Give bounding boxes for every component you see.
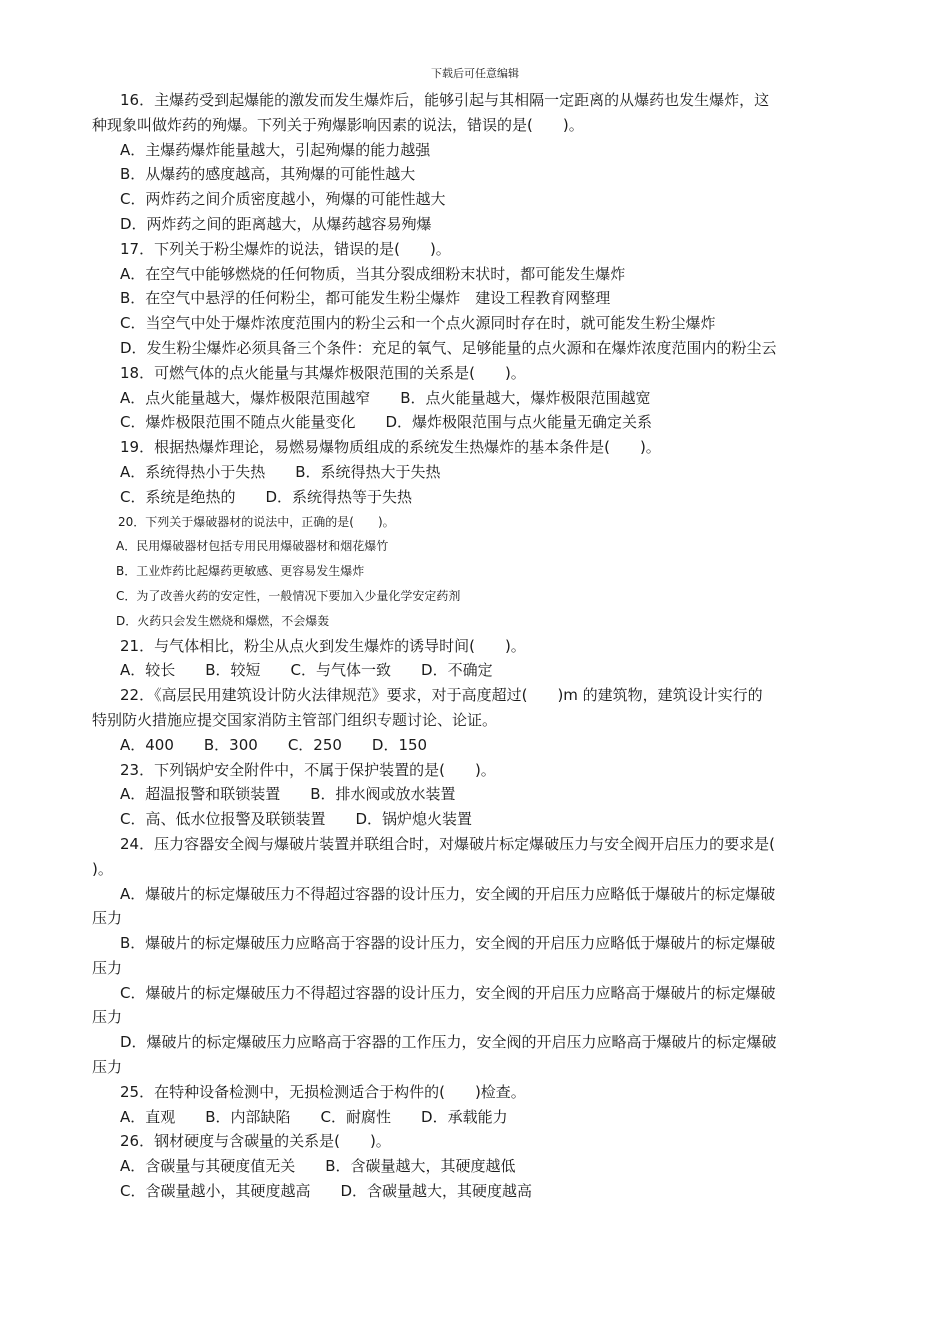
question-16-stem-line2: 种现象叫做炸药的殉爆。下列关于殉爆影响因素的说法，错误的是( )。 — [92, 115, 584, 134]
question-19-options-cd: C．系统是绝热的 D．系统得热等于失热 — [120, 487, 413, 506]
question-18-stem: 18．可燃气体的点火能量与其爆炸极限范围的关系是( )。 — [120, 363, 526, 382]
question-17-option-a: A．在空气中能够燃烧的任何物质，当其分裂成细粉末状时，都可能发生爆炸 — [120, 264, 626, 283]
question-23-stem: 23．下列锅炉安全附件中，不属于保护装置的是( )。 — [120, 760, 496, 779]
question-24-option-a-line1: A．爆破片的标定爆破压力不得超过容器的设计压力，安全阈的开启压力应略低于爆破片的标定爆破 — [120, 884, 776, 903]
question-24-stem-line2: )。 — [92, 859, 113, 878]
question-17-option-d: D．发生粉尘爆炸必须具备三个条件：充足的氧气、足够能量的点火源和在爆炸浓度范围内的粉尘云 — [120, 338, 777, 357]
question-17-option-b: B．在空气中悬浮的任何粉尘，都可能发生粉尘爆炸 建设工程教育网整理 — [120, 289, 611, 308]
question-21-options: A．较长 B．较短 C．与气体一致 D．不确定 — [120, 661, 493, 680]
question-16-option-c: C．两炸药之间介质密度越小，殉爆的可能性越大 — [120, 190, 446, 209]
question-16-option-d: D．两炸药之间的距离越大，从爆药越容易殉爆 — [120, 214, 432, 233]
header-note: 下载后可任意编辑 — [431, 67, 519, 80]
question-24-option-d-line2: 压力 — [92, 1058, 123, 1077]
question-26-options-cd: C．含碳量越小，其硬度越高 D．含碳量越大，其硬度越高 — [120, 1182, 533, 1201]
question-25-options: A．直观 B．内部缺陷 C．耐腐性 D．承载能力 — [120, 1107, 508, 1126]
question-24-option-c-line2: 压力 — [92, 1008, 123, 1027]
question-22-stem-line2: 特别防火措施应提交国家消防主管部门组织专题讨论、论证。 — [92, 710, 498, 729]
question-16-option-a: A．主爆药爆炸能量越大，引起殉爆的能力越强 — [120, 140, 431, 159]
question-22-stem-line1: 22．《高层民用建筑设计防火法律规范》要求，对于高度超过( )m 的建筑物，建筑设计实行的 — [120, 686, 763, 705]
question-19-stem: 19．根据热爆炸理论，易燃易爆物质组成的系统发生热爆炸的基本条件是( )。 — [120, 438, 661, 457]
question-22-options: A．400 B．300 C．250 D．150 — [120, 735, 428, 754]
question-24-option-b-line1: B．爆破片的标定爆破压力应略高于容器的设计压力，安全阀的开启压力应略低于爆破片的标定爆破 — [120, 934, 776, 953]
question-16-option-b: B．从爆药的感度越高，其殉爆的可能性越大 — [120, 165, 416, 184]
question-23-options-cd: C．高、低水位报警及联锁装置 D．锅炉熄火装置 — [120, 810, 473, 829]
question-content — [92, 88, 862, 1204]
question-17-option-c: C．当空气中处于爆炸浓度范围内的粉尘云和一个点火源同时存在时，就可能发生粉尘爆炸 — [120, 314, 716, 333]
question-24-option-c-line1: C．爆破片的标定爆破压力不得超过容器的设计压力，安全阀的开启压力应略高于爆破片的标定爆破 — [120, 983, 776, 1002]
question-20-option-a: A．民用爆破器材包括专用民用爆破器材和烟花爆竹 — [116, 539, 389, 554]
question-17-stem: 17．下列关于粉尘爆炸的说法，错误的是( )。 — [120, 239, 451, 258]
question-20-option-d: D．火药只会发生燃烧和爆燃，不会爆轰 — [116, 613, 330, 628]
question-26-options-ab: A．含碳量与其硬度值无关 B．含碳量越大，其硬度越低 — [120, 1157, 516, 1176]
question-26-stem: 26．钢材硬度与含碳量的关系是( )。 — [120, 1132, 391, 1151]
question-23-options-ab: A．超温报警和联锁装置 B．排水阀或放水装置 — [120, 785, 456, 804]
question-21-stem: 21．与气体相比，粉尘从点火到发生爆炸的诱导时间( )。 — [120, 636, 526, 655]
question-20-option-c: C．为了改善火药的安定性，一般情况下要加入少量化学安定药剂 — [116, 588, 461, 603]
question-18-options-ab: A．点火能量越大，爆炸极限范围越窄 B．点火能量越大，爆炸极限范围越宽 — [120, 388, 651, 407]
question-20-stem: 20．下列关于爆破器材的说法中，正确的是( )。 — [118, 514, 395, 529]
question-19-options-ab: A．系统得热小于失热 B．系统得热大于失热 — [120, 462, 441, 481]
question-20-option-b: B．工业炸药比起爆药更敏感、更容易发生爆炸 — [116, 564, 365, 579]
question-18-options-cd: C．爆炸极限范围不随点火能量变化 D．爆炸极限范围与点火能量无确定关系 — [120, 413, 653, 432]
question-24-option-a-line2: 压力 — [92, 909, 123, 928]
question-16-stem-line1: 16．主爆药受到起爆能的激发而发生爆炸后，能够引起与其相隔一定距离的从爆药也发生爆炸，这 — [120, 91, 770, 109]
question-25-stem: 25．在特种设备检测中，无损检测适合于构件的( )检查。 — [120, 1082, 526, 1101]
question-24-option-b-line2: 压力 — [92, 958, 123, 977]
question-24-stem-line1: 24．压力容器安全阀与爆破片装置并联组合时，对爆破片标定爆破压力与安全阀开启压力的要求是( — [120, 834, 775, 853]
question-24-option-d-line1: D．爆破片的标定爆破压力应略高于容器的工作压力，安全阀的开启压力应略高于爆破片的标定爆破 — [120, 1033, 777, 1052]
